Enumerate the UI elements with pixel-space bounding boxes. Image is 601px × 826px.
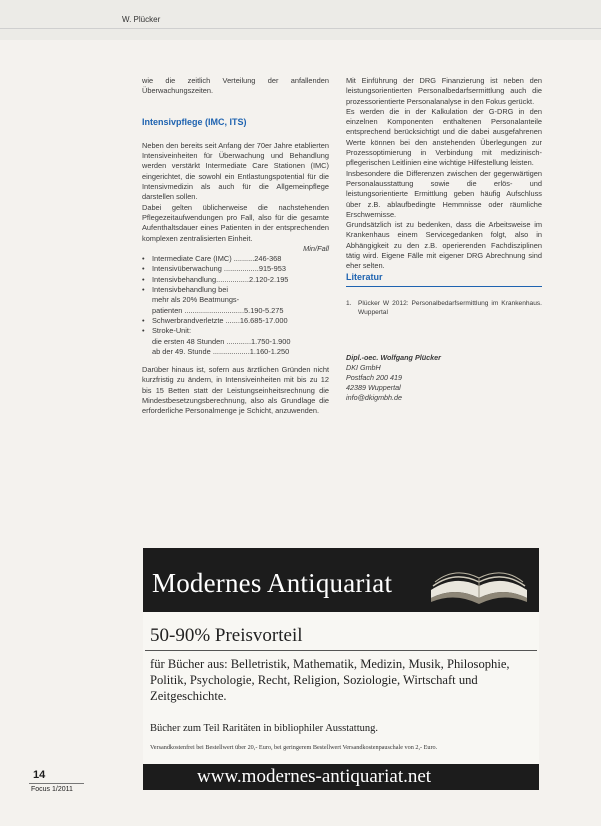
right-paragraph-1: Mit Einführung der DRG Finanzierung ist neben den leistungsorientierten Personalbedarfsermittlung auch die prozessorientierte Personalanalyse in den Fokus gerückt. <box>346 76 542 106</box>
ad-divider <box>145 650 537 651</box>
right-paragraph-3: Insbesondere die Differenzen zwischen der gegenwärtigen Personalausstattung sowie die erlös- und leistungsorientierte Ermittlung geben häufig Aufschluss über z.B. ablaufbedingte Hemmnisse oder räumliche Erschwernisse. <box>346 168 542 219</box>
literature-text: Plücker W 2012: Personalbedarfsermittlung im Krankenhaus. Wuppertal <box>358 299 542 316</box>
rate-item-stroke-unit: • Stroke-Unit: die ersten 48 Stunden ............1.750-1.900 ab der 49. Stunde ..................1.160-1.250 <box>142 326 329 357</box>
rate-value: 16.685-17.000 <box>239 315 288 325</box>
care-time-list <box>142 254 329 357</box>
ad-footer <box>143 764 539 790</box>
open-book-icon <box>427 552 531 608</box>
ad-fine-print: Versandkostenfrei bei Bestellwert über 20,- Euro, bei geringerem Bestellwert Versandkostenpauschale von 2,- Euro. <box>150 744 438 751</box>
rate-item-imc: • Intermediate Care (IMC) ..........246-368 <box>142 254 329 264</box>
rate-value: 915-953 <box>258 264 286 274</box>
rate-value: 1.750-1.900 <box>251 336 291 346</box>
header-divider <box>0 28 601 29</box>
right-paragraph-2: Es werden die in der Kalkulation der G-DRG in den einzelnen Komponenten enthaltenen Personalanteile entsprechend berücksichtigt und die dabei ausgefahrenen Werte können bei den anstehenden Überlegungen zur Prozessoptimierung in Verbindung mit medizinisch-pflegerischen Leitlinien eine wichtige Hilfestellung leisten. <box>346 106 542 168</box>
ad-rarity-note: Bücher zum Teil Raritäten in bibliophiler Ausstattung. <box>150 723 378 734</box>
rate-item-monitoring: • Intensivüberwachung .................915-953 <box>142 264 329 274</box>
page-header <box>0 0 601 40</box>
page-number: 14 <box>33 769 46 781</box>
ad-description: für Bücher aus: Belletristik, Mathematik, Medizin, Musik, Philosophie, Politik, Psychologie, Recht, Religion, Soziologie, Wirtschaft und Zeitgeschichte. <box>150 657 510 703</box>
rate-value: 1.160-1.250 <box>249 346 290 356</box>
antiquariat-advertisement <box>143 548 539 790</box>
rate-value: 2.120-2.195 <box>248 274 289 284</box>
ad-price-headline: 50-90% Preisvorteil <box>150 625 303 646</box>
section-heading-intensive-care: Intensivpflege (IMC, ITS) <box>142 116 247 127</box>
right-paragraph-4: Grundsätzlich ist zu bedenken, dass die Arbeitsweise im Krankenhaus einem Servicegedanken folgt, also in Abhängigkeit zu den z.B. operierenden Fachdisziplinen tätig wird. Eigene Fälle mit eigener DRG Abrechnung sind eher selten. <box>346 220 542 271</box>
ad-title: Modernes Antiquariat <box>152 568 393 598</box>
rate-item-ventilation: • Intensivbehandlung bei mehr als 20% Beatmungs- patienten .............................5.190-5.275 <box>142 285 329 316</box>
running-head-author: W. Plücker <box>122 15 161 24</box>
unit-label: Min/Fall <box>303 243 329 253</box>
left-intro-paragraph: wie die zeitlich Verteilung der anfallenden Überwachungszeiten. <box>142 76 329 96</box>
ad-banner <box>143 548 539 612</box>
author-postbox: Postfach 200 419 <box>346 372 402 382</box>
ad-body <box>143 612 539 764</box>
right-column <box>346 76 542 403</box>
author-city: 42389 Wuppertal <box>346 382 401 392</box>
issue-label: Focus 1/2011 <box>31 786 73 793</box>
author-company: DKI GmbH <box>346 362 381 372</box>
author-email: info@dkigmbh.de <box>346 392 403 402</box>
author-contact <box>346 353 542 403</box>
literature-number: 1. <box>346 299 352 307</box>
left-paragraph-2: Dabei gelten üblicherweise die nachstehenden Pflegezeitaufwendungen pro Fall, also für die gesamte Aufenthaltsdauer eines Patienten in der entsprechenden komplexen zentralisierten Einheit. <box>142 202 329 243</box>
ad-url-link[interactable]: www.modernes-antiquariat.net <box>197 766 432 787</box>
literature-heading: Literatur <box>346 271 383 282</box>
page-number-divider <box>29 783 84 784</box>
rate-item-burns: • Schwerbrandverletzte .......16.685-17.000 <box>142 316 329 326</box>
left-column <box>142 76 329 417</box>
rate-value: 246-368 <box>254 254 282 264</box>
literature-divider <box>346 286 542 287</box>
rate-value: 5.190-5.275 <box>244 305 284 315</box>
author-name: Dipl.-oec. Wolfgang Plücker <box>346 352 441 362</box>
left-paragraph-1: Neben den bereits seit Anfang der 70er Jahre etablierten Intensiveinheiten für Überwachung und Behandlung werden verstärkt Intermediate Care Stationen (IMC) eingerichtet, die sowohl ein Entlastungspotential für die Intensivmedizin als auch für die Allgemeinpflege darstellen sollen. <box>142 140 329 202</box>
left-paragraph-3: Darüber hinaus ist, sofern aus ärztlichen Gründen nicht kurzfristig zu ändern, in Intensiveinheiten mit bis zu 12 bis 15 Betten statt der Leistungseinheitsrechnung die Mindestbesetzungsberechnung, also als Grundlage die erforderliche Personalmenge je Schicht, anzuwenden. <box>142 365 329 416</box>
literature-item <box>346 299 542 317</box>
rate-item-treatment: • Intensivbehandlung................2.120-2.195 <box>142 275 329 285</box>
